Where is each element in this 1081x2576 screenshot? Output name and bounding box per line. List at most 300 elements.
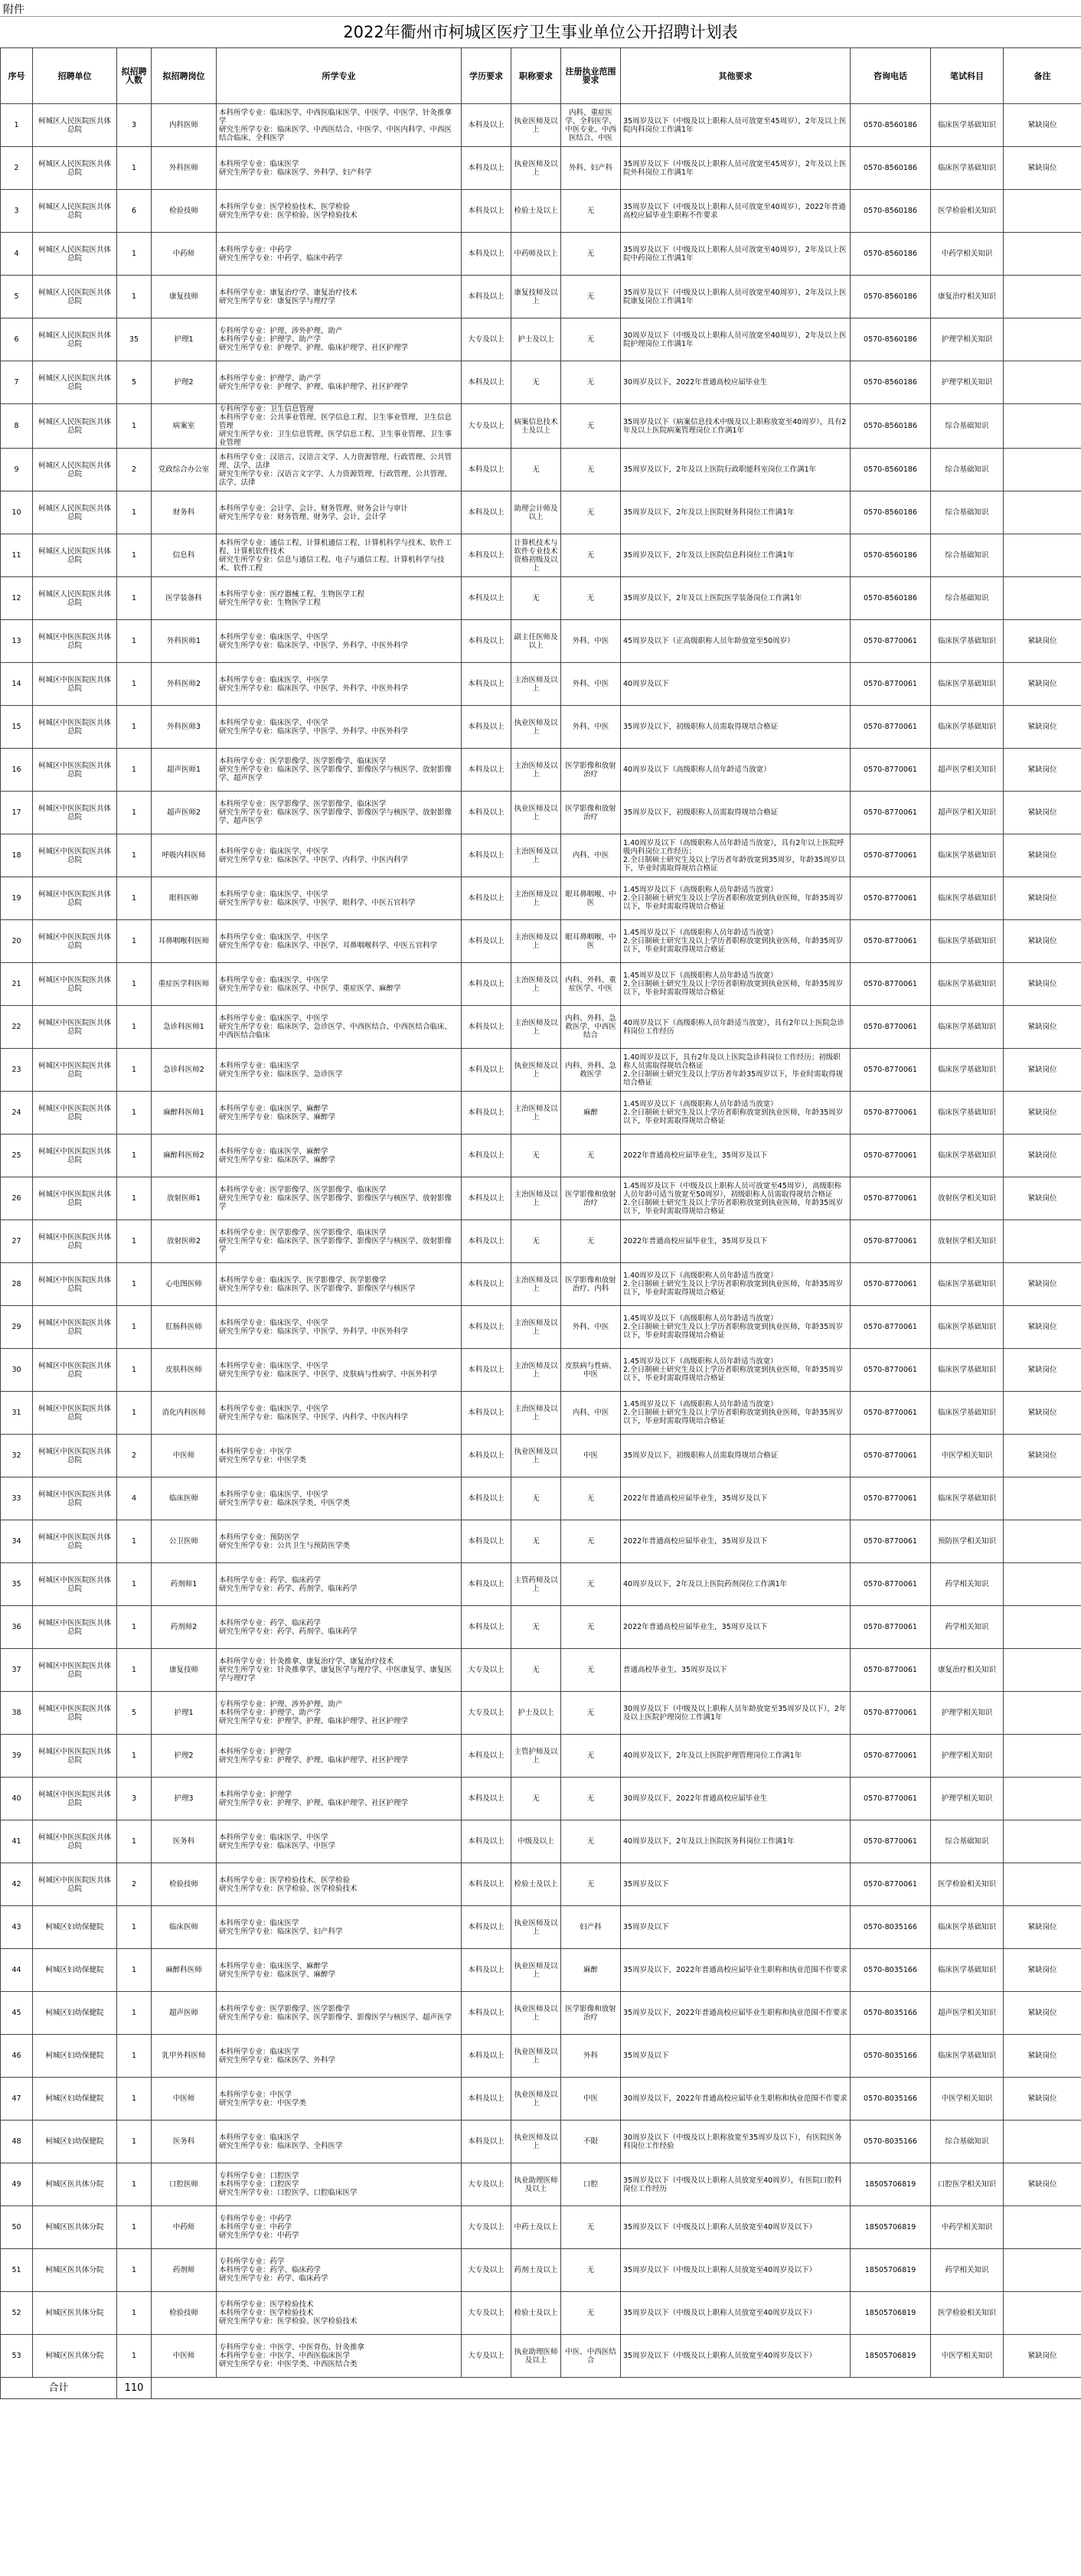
table-cell: 执业医师及以上 (511, 1435, 561, 1477)
table-cell: 本科所学专业：临床医学、中医学 研究生所学专业：临床医学、中医学、耳鼻咽喉科学、中医五官科学 (217, 920, 462, 963)
table-cell: 执业助理医师及以上 (511, 2163, 561, 2206)
table-cell: 1.45周岁及以下（中级及以上职称人员可放宽至45周岁），高级职称人员年龄可适当放宽至50周岁），初级职称人员需取得规培合格证 2.全日制硕士研究生及以上学历者职称放宽到执业医师，年龄35周岁以下，毕业时需取得规培合格证 (621, 1177, 851, 1220)
table-cell: 柯城区中医医院医共体总院 (33, 1778, 117, 1820)
header-cell: 咨询电话 (851, 48, 931, 104)
table-cell: 护理2 (152, 361, 217, 404)
table-cell: 护士及以上 (511, 318, 561, 361)
table-cell: 本科及以上 (462, 449, 511, 491)
table-cell (1004, 577, 1081, 620)
table-cell: 1 (117, 2163, 152, 2206)
table-row (1, 1092, 1081, 1135)
table-cell: 本科所学专业：临床医学 研究生所学专业：临床医学、全科医学 (217, 2121, 462, 2163)
table-cell: 眼科医师 (152, 877, 217, 920)
table-cell: 超声医学相关知识 (931, 749, 1004, 792)
table-cell: 无 (561, 190, 621, 233)
table-cell: 本科及以上 (462, 1735, 511, 1778)
table-cell: 医学装备科 (152, 577, 217, 620)
table-cell: 紧缺岗位 (1004, 920, 1081, 963)
table-cell (1004, 190, 1081, 233)
table-cell (1004, 361, 1081, 404)
table-cell: 1 (117, 663, 152, 706)
table-cell: 无 (561, 577, 621, 620)
table-cell: 执业医师及以上 (511, 1992, 561, 2035)
table-cell: 柯城区中医医院医共体总院 (33, 1735, 117, 1778)
table-cell (1004, 1563, 1081, 1606)
table-cell: 18 (1, 834, 33, 877)
table-cell: 紧缺岗位 (1004, 1263, 1081, 1306)
table-cell: 病案信息技术士及以上 (511, 404, 561, 449)
table-cell: 本科所学专业：医学检验技术、医学检验 研究生所学专业：医学检验、医学检验技术 (217, 1863, 462, 1906)
table-cell: 检验士及以上 (511, 1863, 561, 1906)
table-cell: 本科及以上 (462, 1949, 511, 1992)
table-cell: 0570-8770061 (851, 1177, 931, 1220)
table-cell: 52 (1, 2292, 33, 2335)
table-cell: 柯城区中医医院医共体总院 (33, 663, 117, 706)
table-cell: 医学影像和放射治疗、内科 (561, 1263, 621, 1306)
table-cell: 本科所学专业：护理学 研究生所学专业：护理学、护理、临床护理学、社区护理学 (217, 1735, 462, 1778)
table-cell: 1.45周岁及以下（高级职称人员年龄适当放宽） 2.全日制硕士研究生及以上学历者职称放宽到执业医师，年龄35周岁以下，毕业时需取得规培合格证 (621, 1392, 851, 1435)
table-cell: 医学检验相关知识 (931, 190, 1004, 233)
table-cell: 执业医师及以上 (511, 792, 561, 834)
table-cell: 内科、外科、急救医学 (561, 1049, 621, 1092)
table-cell: 执业医师及以上 (511, 2121, 561, 2163)
table-cell: 放射医学相关知识 (931, 1177, 1004, 1220)
table-cell: 0570-8035166 (851, 1949, 931, 1992)
table-cell: 临床医学基础知识 (931, 1392, 1004, 1435)
table-cell: 外科、中医 (561, 663, 621, 706)
table-cell: 0570-8560186 (851, 276, 931, 318)
table-cell: 柯城区人民医院医共体总院 (33, 190, 117, 233)
table-row (1, 276, 1081, 318)
table-cell: 综合基础知识 (931, 1820, 1004, 1863)
table-cell: 柯城区中医医院医共体总院 (33, 877, 117, 920)
table-row (1, 963, 1081, 1006)
table-cell: 本科所学专业：中医学 研究生所学专业：中医学类 (217, 2078, 462, 2121)
table-cell: 柯城区人民医院医共体总院 (33, 449, 117, 491)
table-cell: 党政综合办公室 (152, 449, 217, 491)
table-cell: 紧缺岗位 (1004, 1992, 1081, 2035)
table-cell: 计算机技术与软件专业技术资格初级及以上 (511, 534, 561, 577)
table-row (1, 1306, 1081, 1349)
table-cell: 1 (117, 1563, 152, 1606)
table-cell: 大专及以上 (462, 1692, 511, 1735)
table-cell: 综合基础知识 (931, 404, 1004, 449)
table-cell: 35周岁及以下 (621, 1906, 851, 1949)
table-cell (1004, 1520, 1081, 1563)
table-cell: 信息科 (152, 534, 217, 577)
table-cell: 本科所学专业：临床医学、中医学 研究生所学专业：临床医学、中医学、内科学、中医内科学 (217, 1392, 462, 1435)
table-cell: 不限 (561, 2121, 621, 2163)
table-cell: 本科及以上 (462, 1563, 511, 1606)
table-cell: 紧缺岗位 (1004, 1349, 1081, 1392)
table-cell: 护理1 (152, 1692, 217, 1735)
table-cell: 2 (117, 1863, 152, 1906)
table-cell: 柯城区人民医院医共体总院 (33, 276, 117, 318)
table-cell: 急诊科医师1 (152, 1006, 217, 1049)
table-cell: 放射医师2 (152, 1220, 217, 1263)
table-cell: 4 (1, 233, 33, 276)
table-cell: 3 (1, 190, 33, 233)
table-cell (1004, 1820, 1081, 1863)
table-cell: 29 (1, 1306, 33, 1349)
table-row (1, 792, 1081, 834)
table-cell: 财务科 (152, 491, 217, 534)
table-cell: 本科所学专业：医学检验技术、医学检验 研究生所学专业：医学检验、医学检验技术 (217, 190, 462, 233)
table-cell: 肛肠科医师 (152, 1306, 217, 1349)
table-cell: 35周岁及以下，2年及以上医院医学装备岗位工作满1年 (621, 577, 851, 620)
table-cell: 1 (117, 1092, 152, 1135)
table-cell: 本科及以上 (462, 534, 511, 577)
table-cell: 超声医师2 (152, 792, 217, 834)
table-cell: 35周岁及以下（中级及以上职称人员可放宽至40周岁），2年及以上医院中药岗位工作满1年 (621, 233, 851, 276)
table-cell: 0570-8560186 (851, 534, 931, 577)
table-cell: 无 (511, 1649, 561, 1692)
table-cell: 3 (117, 104, 152, 147)
table-cell: 本科及以上 (462, 749, 511, 792)
table-cell: 0570-8035166 (851, 1992, 931, 2035)
table-cell: 30周岁及以下（中级及以上职称人员可放宽至40周岁），2年及以上医院护理岗位工作满1年 (621, 318, 851, 361)
table-cell: 50 (1, 2206, 33, 2249)
table-cell: 18505706819 (851, 2206, 931, 2249)
table-cell: 1.40周岁及以下（高级职称人员年龄适当放宽） 2.全日制硕士研究生及以上学历者职称放宽到执业医师，年龄35周岁以下，毕业时需取得规培合格证 (621, 1263, 851, 1306)
table-cell (1004, 1606, 1081, 1649)
table-cell: 临床医学基础知识 (931, 1906, 1004, 1949)
table-cell: 0570-8035166 (851, 1906, 931, 1949)
table-cell (1004, 1649, 1081, 1692)
table-row (1, 1863, 1081, 1906)
table-cell: 外科医师 (152, 147, 217, 190)
table-cell: 临床医师 (152, 1906, 217, 1949)
table-cell: 2022年普通高校应届毕业生，35周岁及以下 (621, 1220, 851, 1263)
table-row (1, 1177, 1081, 1220)
table-cell: 34 (1, 1520, 33, 1563)
table-cell: 1.40周岁及以下，具有2年及以上医院急诊科岗位工作经历；初级职称人员需取得规培合格证 2.全日制硕士研究生及以上学历者年龄35周岁以下，毕业时需取得规培合格证 (621, 1049, 851, 1092)
table-cell: 柯城区医共体分院 (33, 2335, 117, 2378)
table-cell: 本科及以上 (462, 963, 511, 1006)
table-row (1, 233, 1081, 276)
table-cell (1004, 404, 1081, 449)
table-cell (1004, 1778, 1081, 1820)
table-cell: 主治医师及以上 (511, 1349, 561, 1392)
table-cell: 0570-8770061 (851, 1692, 931, 1735)
table-cell: 40周岁及以下 (621, 663, 851, 706)
table-cell: 本科所学专业：临床医学、中医学 研究生所学专业：临床医学、中医学、外科学、中医外科学 (217, 663, 462, 706)
table-cell: 1.45周岁及以下（高级职称人员年龄适当放宽） 2.全日制硕士研究生及以上学历者职称放宽到执业医师，年龄35周岁以下，毕业时需取得规培合格证 (621, 1306, 851, 1349)
table-cell: 检验技师 (152, 1863, 217, 1906)
table-cell (1004, 2206, 1081, 2249)
table-cell: 本科及以上 (462, 1820, 511, 1863)
table-cell: 紧缺岗位 (1004, 1435, 1081, 1477)
table-cell: 口腔医师 (152, 2163, 217, 2206)
table-cell: 无 (561, 233, 621, 276)
table-cell: 35周岁及以下 (621, 1863, 851, 1906)
table-cell: 1 (117, 1349, 152, 1392)
table-cell: 中医学相关知识 (931, 1435, 1004, 1477)
table-cell: 主治医师及以上 (511, 1006, 561, 1049)
table-cell: 40周岁及以下（高级职称人员年龄适当放宽） (621, 749, 851, 792)
table-cell: 本科及以上 (462, 2121, 511, 2163)
table-cell: 本科及以上 (462, 1477, 511, 1520)
table-cell: 综合基础知识 (931, 534, 1004, 577)
table-cell: 1 (117, 1049, 152, 1092)
table-cell: 35周岁及以下，初级职称人员需取得规培合格证 (621, 706, 851, 749)
table-cell: 1 (117, 2206, 152, 2249)
table-cell: 本科所学专业：临床医学、麻醉学 研究生所学专业：临床医学、麻醉学 (217, 1135, 462, 1177)
table-cell: 柯城区中医医院医共体总院 (33, 1692, 117, 1735)
table-cell: 柯城区中医医院医共体总院 (33, 1349, 117, 1392)
table-cell: 35周岁及以下（中级及以上职称人员放宽至40周岁），有医院口腔科岗位工作经历 (621, 2163, 851, 2206)
table-cell: 综合基础知识 (931, 2121, 1004, 2163)
table-cell: 1 (117, 1949, 152, 1992)
table-cell: 紧缺岗位 (1004, 2163, 1081, 2206)
table-cell: 41 (1, 1820, 33, 1863)
table-row (1, 404, 1081, 449)
table-cell: 本科所学专业：康复治疗学、康复治疗技术 研究生所学专业：康复医学与理疗学 (217, 276, 462, 318)
table-cell: 1.45周岁及以下（高级职称人员年龄适当放宽） 2.全日制硕士研究生及以上学历者职称放宽到执业医师，年龄35周岁以下，毕业时需取得规培合格证 (621, 963, 851, 1006)
table-cell: 中药师 (152, 233, 217, 276)
table-cell: 8 (1, 404, 33, 449)
table-cell: 0570-8770061 (851, 706, 931, 749)
table-cell (1004, 318, 1081, 361)
table-cell: 护理学相关知识 (931, 361, 1004, 404)
table-cell: 30周岁及以下（中级及以上职称放宽至35周岁及以下），有医院医务科岗位工作经验 (621, 2121, 851, 2163)
table-cell: 本科及以上 (462, 1349, 511, 1392)
table-cell: 柯城区中医医院医共体总院 (33, 620, 117, 663)
table-cell: 柯城区中医医院医共体总院 (33, 1220, 117, 1263)
table-cell: 无 (511, 1520, 561, 1563)
table-cell: 无 (511, 1606, 561, 1649)
table-cell: 35周岁及以下（中级及以上职称人员放宽至40周岁及以下） (621, 2206, 851, 2249)
table-cell: 紧缺岗位 (1004, 663, 1081, 706)
table-cell: 24 (1, 1092, 33, 1135)
table-cell: 5 (1, 276, 33, 318)
table-cell: 本科所学专业：临床医学、中医学 研究生所学专业：临床医学、中医学、外科学、中医外科学 (217, 620, 462, 663)
table-cell: 妇产科 (561, 1906, 621, 1949)
table-cell: 14 (1, 663, 33, 706)
table-cell: 1 (117, 2035, 152, 2078)
table-cell: 皮肤科医师 (152, 1349, 217, 1392)
table-cell: 护理学相关知识 (931, 1692, 1004, 1735)
table-cell: 35周岁及以下（中级及以上职称人员可放宽至40周岁），2年及以上医院康复岗位工作满1年 (621, 276, 851, 318)
table-cell: 临床医学基础知识 (931, 706, 1004, 749)
table-cell: 本科及以上 (462, 361, 511, 404)
table-cell: 柯城区中医医院医共体总院 (33, 1092, 117, 1135)
table-cell: 柯城区人民医院医共体总院 (33, 361, 117, 404)
table-cell: 中级及以上 (511, 1820, 561, 1863)
table-cell: 无 (511, 577, 561, 620)
table-row (1, 663, 1081, 706)
table-cell: 柯城区中医医院医共体总院 (33, 792, 117, 834)
table-cell: 柯城区人民医院医共体总院 (33, 318, 117, 361)
table-cell: 本科所学专业：预防医学 研究生所学专业：公共卫生与预防医学类 (217, 1520, 462, 1563)
table-cell: 紧缺岗位 (1004, 1092, 1081, 1135)
table-row (1, 104, 1081, 147)
table-cell: 执业医师及以上 (511, 104, 561, 147)
table-cell: 1 (117, 1306, 152, 1349)
table-cell: 紧缺岗位 (1004, 963, 1081, 1006)
header-row (1, 48, 1081, 104)
table-cell: 大专及以上 (462, 2335, 511, 2378)
table-row (1, 1735, 1081, 1778)
table-cell: 超声医学相关知识 (931, 1992, 1004, 2035)
table-cell: 柯城区人民医院医共体总院 (33, 404, 117, 449)
table-cell: 柯城区人民医院医共体总院 (33, 577, 117, 620)
table-cell: 紧缺岗位 (1004, 877, 1081, 920)
page-title: 2022年衢州市柯城区医疗卫生事业单位公开招聘计划表 (343, 23, 738, 41)
table-cell: 本科及以上 (462, 620, 511, 663)
table-cell: 无 (561, 361, 621, 404)
table-cell: 内科、中医 (561, 1392, 621, 1435)
table-cell: 大专及以上 (462, 318, 511, 361)
table-cell: 1 (117, 1220, 152, 1263)
table-cell: 16 (1, 749, 33, 792)
table-cell: 30周岁及以下，2022年普通高校应届毕业生 (621, 1778, 851, 1820)
table-cell: 外科医师1 (152, 620, 217, 663)
table-cell: 主治医师及以上 (511, 1177, 561, 1220)
table-cell: 专科所学专业：中药学 本科所学专业：中药学 研究生所学专业：中药学 (217, 2206, 462, 2249)
table-cell: 本科所学专业：医疗器械工程、生物医学工程 研究生所学专业：生物医学工程 (217, 577, 462, 620)
table-cell: 本科所学专业：汉语言、汉语言文学、人力资源管理、行政管理、公共管理、法学、法律 研究生所学专业：汉语言文字学、人力资源管理、行政管理、公共管理、法学、法律 (217, 449, 462, 491)
table-cell: 1 (117, 2292, 152, 2335)
table-cell: 专科所学专业：药学 本科所学专业：药学、临床药学 研究生所学专业：药学、临床药学 (217, 2249, 462, 2292)
table-cell: 0570-8770061 (851, 1306, 931, 1349)
table-cell: 无 (511, 361, 561, 404)
table-cell: 柯城区中医医院医共体总院 (33, 1863, 117, 1906)
table-cell: 25 (1, 1135, 33, 1177)
table-cell: 柯城区医共体分院 (33, 2163, 117, 2206)
table-cell: 0570-8770061 (851, 1606, 931, 1649)
table-cell: 呼吸内科医师 (152, 834, 217, 877)
table-cell: 无 (561, 2249, 621, 2292)
table-cell: 2022年普通高校应届毕业生，35周岁及以下 (621, 1520, 851, 1563)
table-cell: 专科所学专业：护理、涉外护理、助产 本科所学专业：护理学、助产学 研究生所学专业：护理学、护理、临床护理学、社区护理学 (217, 1692, 462, 1735)
table-cell: 无 (561, 1520, 621, 1563)
table-cell: 45周岁及以下（正高级职称人员年龄放宽至50周岁） (621, 620, 851, 663)
table-cell: 眼耳鼻咽喉、中医 (561, 920, 621, 963)
table-cell: 1 (117, 963, 152, 1006)
table-cell: 综合基础知识 (931, 577, 1004, 620)
table-cell: 本科及以上 (462, 834, 511, 877)
table-cell: 临床医学基础知识 (931, 1135, 1004, 1177)
header-cell: 拟招聘人数 (117, 48, 152, 104)
table-cell: 1.45周岁及以下（高级职称人员年龄适当放宽） 2.全日制硕士研究生及以上学历者职称放宽到执业医师，年龄35周岁以下，毕业时需取得规培合格证 (621, 877, 851, 920)
table-cell: 临床医学基础知识 (931, 920, 1004, 963)
table-cell: 本科所学专业：临床医学、中西医临床医学、中医学、中医学、针灸推拿学 研究生所学专业：临床医学、中西医结合、中医学、中医内科学、中西医结合临床、全科医学 (217, 104, 462, 147)
table-cell: 柯城区中医医院医共体总院 (33, 1520, 117, 1563)
table-cell: 本科及以上 (462, 147, 511, 190)
table-cell: 医务科 (152, 2121, 217, 2163)
table-cell: 本科及以上 (462, 1049, 511, 1092)
table-cell: 1 (117, 147, 152, 190)
table-cell: 医务科 (152, 1820, 217, 1863)
table-cell: 3 (117, 1778, 152, 1820)
table-cell: 7 (1, 361, 33, 404)
table-cell: 本科所学专业：护理学 研究生所学专业：护理学、护理、临床护理学、社区护理学 (217, 1778, 462, 1820)
table-cell: 放射医师1 (152, 1177, 217, 1220)
table-cell (1004, 276, 1081, 318)
table-cell: 本科所学专业：护理学、助产学 研究生所学专业：护理学、护理、临床护理学、社区护理学 (217, 361, 462, 404)
table-cell: 1 (117, 276, 152, 318)
table-cell: 1 (117, 1735, 152, 1778)
table-cell: 临床医学基础知识 (931, 620, 1004, 663)
table-cell: 无 (561, 534, 621, 577)
table-cell: 眼耳鼻咽喉、中医 (561, 877, 621, 920)
table-cell: 本科所学专业：临床医学、中医学 研究生所学专业：临床医学、中医学、外科学、中医外科学 (217, 706, 462, 749)
table-cell: 执业医师及以上 (511, 1049, 561, 1092)
table-cell: 无 (511, 449, 561, 491)
table-cell: 综合基础知识 (931, 449, 1004, 491)
table-cell (1004, 1863, 1081, 1906)
table-cell: 0570-8770061 (851, 749, 931, 792)
table-row (1, 2335, 1081, 2378)
table-cell: 无 (561, 1563, 621, 1606)
table-cell: 51 (1, 2249, 33, 2292)
table-cell: 外科医师3 (152, 706, 217, 749)
table-cell (1004, 449, 1081, 491)
table-cell: 0570-8035166 (851, 2035, 931, 2078)
table-cell: 1 (117, 834, 152, 877)
table-cell: 35周岁及以下（中级及以上职称人员可放宽至45周岁），2年及以上医院内科岗位工作满1年 (621, 104, 851, 147)
table-cell: 大专及以上 (462, 1649, 511, 1692)
table-cell: 无 (561, 404, 621, 449)
table-cell: 1 (117, 920, 152, 963)
table-row (1, 1992, 1081, 2035)
table-cell: 紧缺岗位 (1004, 1392, 1081, 1435)
table-cell: 本科所学专业：临床医学、麻醉学 研究生所学专业：临床医学、麻醉学 (217, 1092, 462, 1135)
table-cell: 柯城区医共体分院 (33, 2292, 117, 2335)
table-cell: 口腔医学相关知识 (931, 2163, 1004, 2206)
table-cell: 无 (561, 491, 621, 534)
table-cell: 47 (1, 2078, 33, 2121)
table-cell: 外科、妇产科 (561, 147, 621, 190)
table-cell: 无 (561, 1863, 621, 1906)
table-cell: 超声医学相关知识 (931, 792, 1004, 834)
table-cell: 临床医学基础知识 (931, 1049, 1004, 1092)
table-cell: 紧缺岗位 (1004, 1306, 1081, 1349)
table-cell: 本科所学专业：临床医学 研究生所学专业：临床医学、外科学 (217, 2035, 462, 2078)
table-cell: 本科所学专业：临床医学 研究生所学专业：临床医学、外科学、妇产科学 (217, 147, 462, 190)
table-cell: 1 (117, 1392, 152, 1435)
table-cell: 0570-8770061 (851, 1649, 931, 1692)
table-cell: 内科、中医 (561, 834, 621, 877)
table-cell: 医学影像和放射治疗 (561, 1992, 621, 2035)
table-cell: 无 (561, 276, 621, 318)
table-cell: 0570-8770061 (851, 1006, 931, 1049)
table-cell: 护理学相关知识 (931, 318, 1004, 361)
table-cell: 18505706819 (851, 2292, 931, 2335)
table-cell (1004, 1477, 1081, 1520)
table-cell: 0570-8770061 (851, 1863, 931, 1906)
table-cell: 紧缺岗位 (1004, 1049, 1081, 1092)
table-cell: 临床医学基础知识 (931, 2035, 1004, 2078)
table-cell: 35 (1, 1563, 33, 1606)
header-cell: 学历要求 (462, 48, 511, 104)
table-cell: 本科及以上 (462, 1263, 511, 1306)
table-cell: 紧缺岗位 (1004, 2035, 1081, 2078)
table-cell: 执业医师及以上 (511, 2035, 561, 2078)
table-cell: 2022年普通高校应届毕业生，35周岁及以下 (621, 1477, 851, 1520)
table-cell: 无 (561, 1820, 621, 1863)
table-cell: 本科所学专业：临床医学、中医学 研究生所学专业：临床医学、中医学、内科学、中医内科学 (217, 834, 462, 877)
table-cell: 外科、中医 (561, 620, 621, 663)
table-row (1, 2206, 1081, 2249)
recruitment-plan-table (0, 47, 1081, 2399)
table-cell: 柯城区妇幼保健院 (33, 1949, 117, 1992)
table-cell: 药剂师1 (152, 1563, 217, 1606)
table-cell: 内科、外科、重症医学、中医 (561, 963, 621, 1006)
table-cell: 麻醉 (561, 1092, 621, 1135)
table-cell: 重症医学科医师 (152, 963, 217, 1006)
